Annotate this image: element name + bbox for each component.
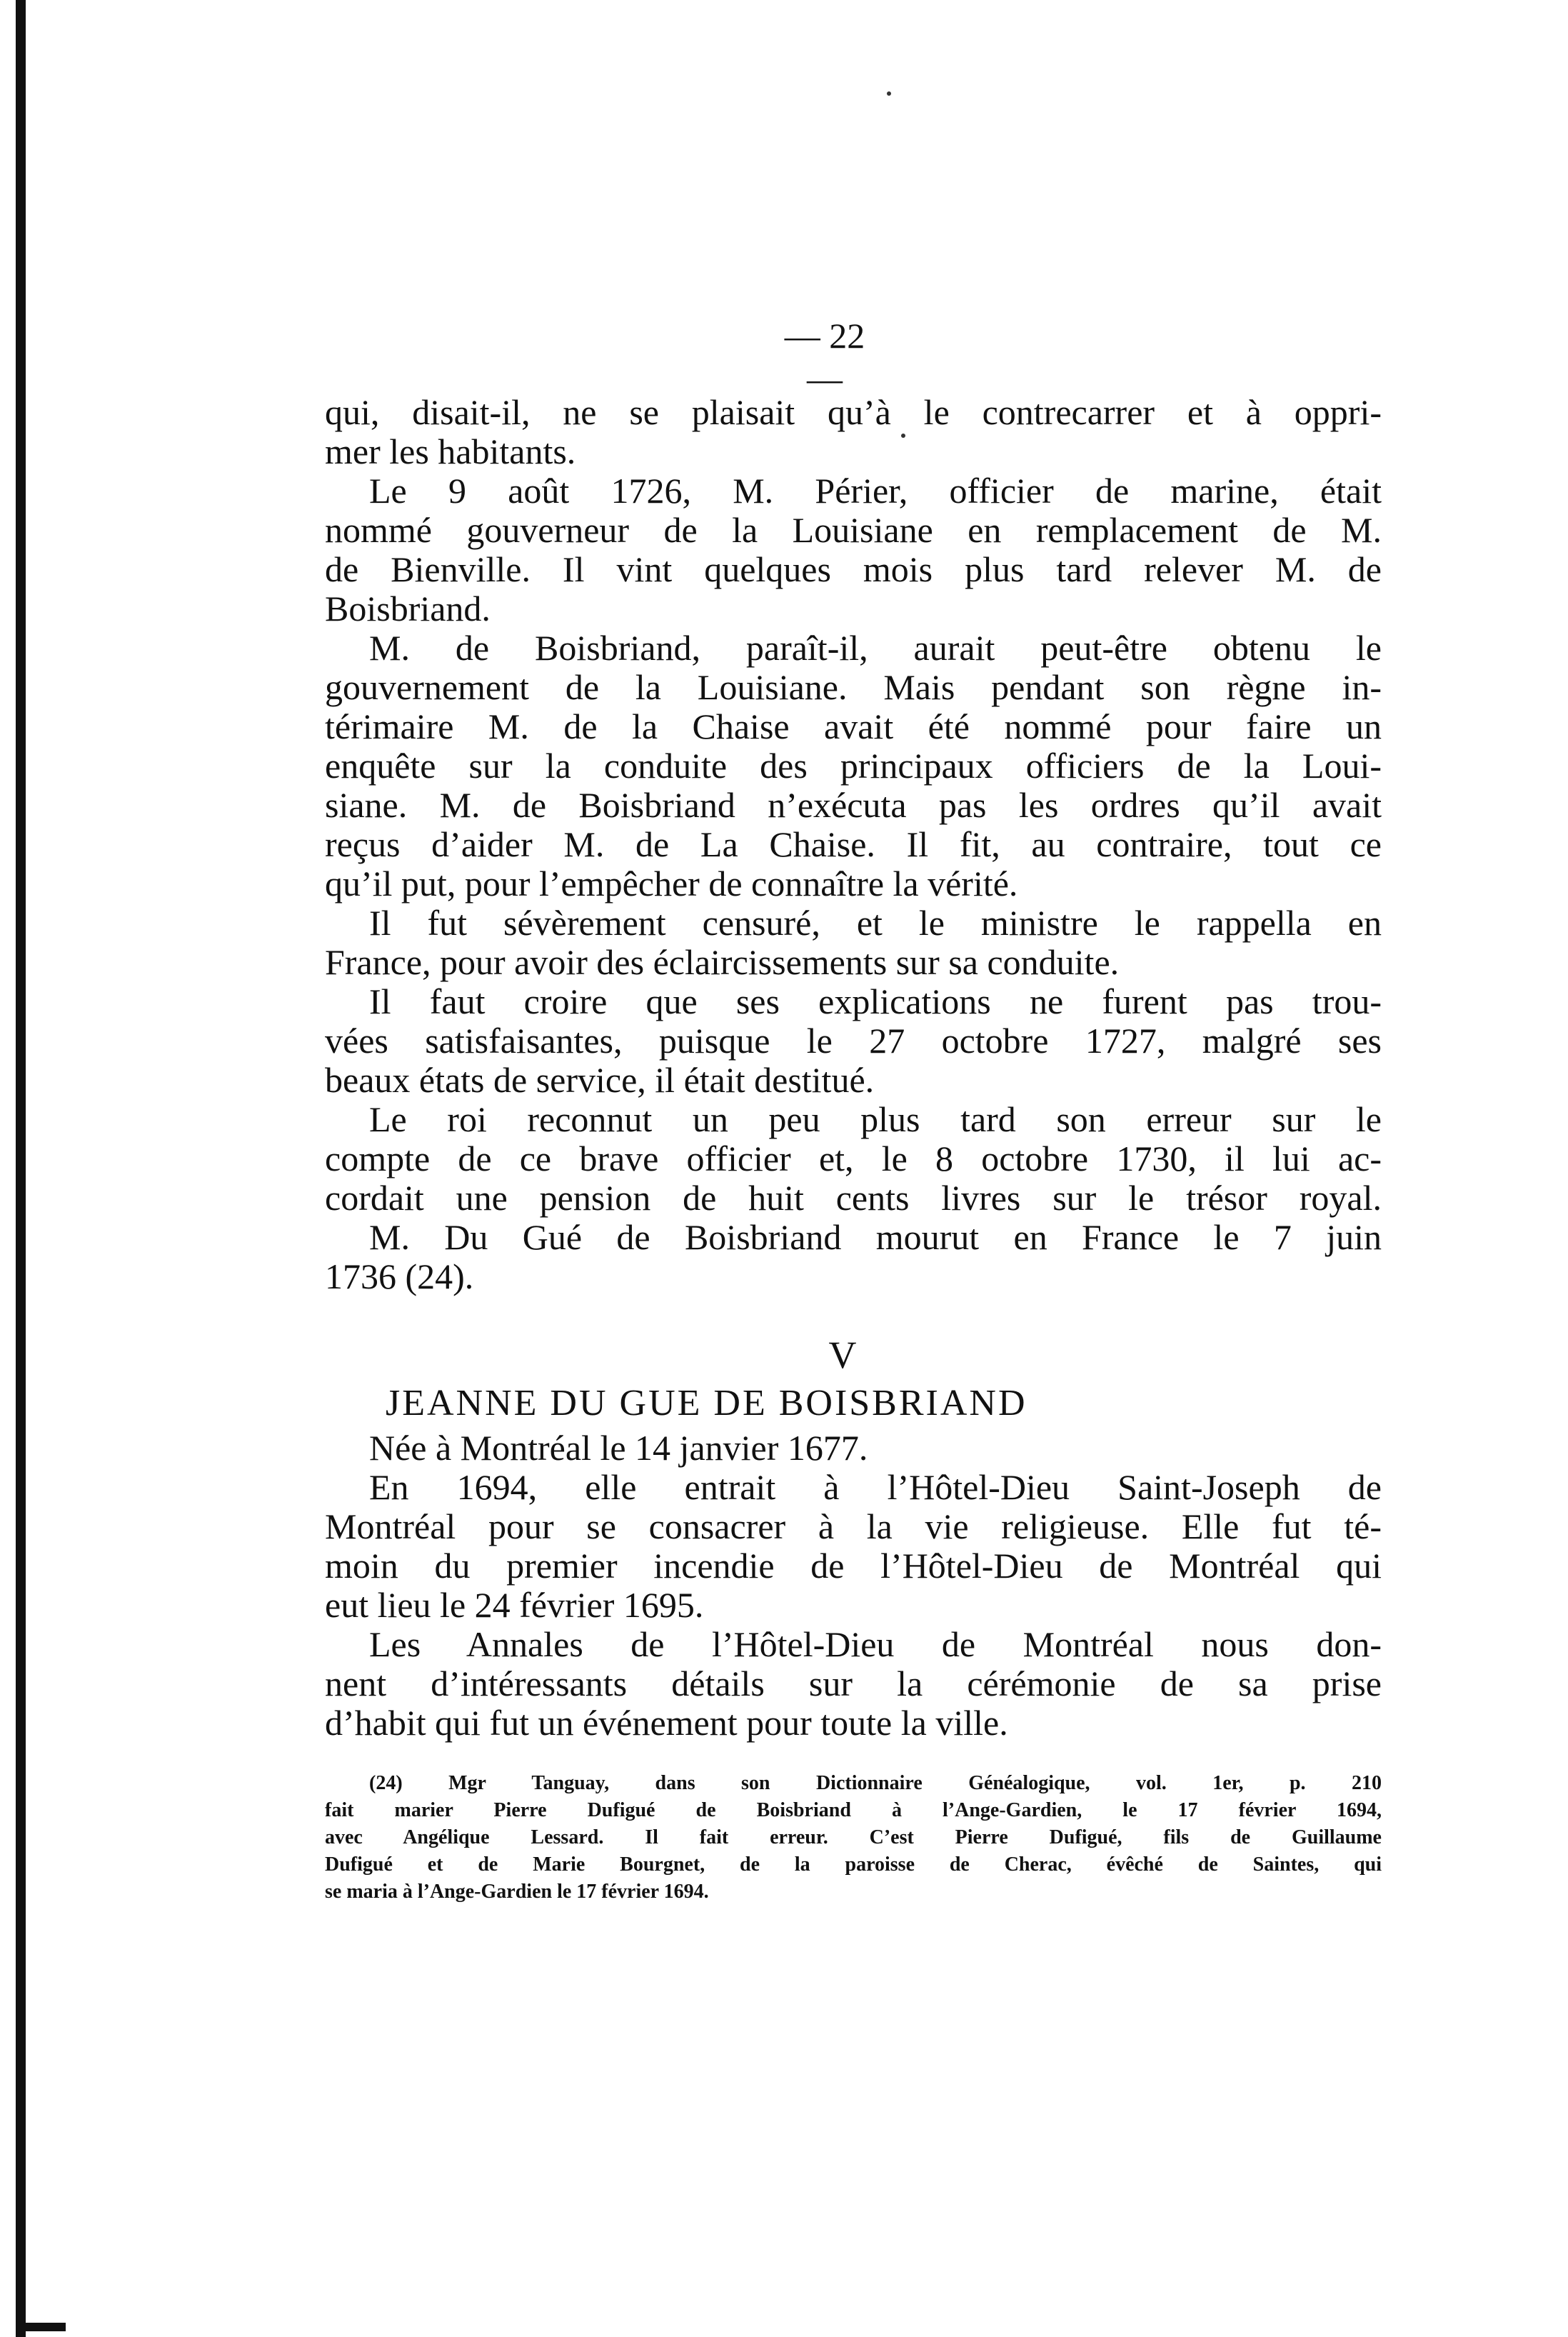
text-line: Boisbriand.: [325, 589, 491, 629]
footnote-line: Dufigué et de Marie Bourgnet, de la paroisse de Cherac, évêché de Saintes, qui: [325, 1853, 1382, 1876]
text-line: Le 9 août 1726, M. Périer, officier de marine, était: [369, 471, 1382, 511]
text-line: M. Du Gué de Boisbriand mourut en France le 7 juin: [369, 1217, 1382, 1257]
text-line: enquête sur la conduite des principaux officiers de la Loui-: [325, 746, 1382, 786]
page-margin-rule: [16, 0, 26, 2337]
text-line: Il faut croire que ses explications ne furent pas trou-: [369, 981, 1382, 1021]
text-line: Née à Montréal le 14 janvier 1677.: [369, 1428, 868, 1468]
footnotes-block: [325, 1770, 1382, 1906]
text-line: qui, disait-il, ne se plaisait qu’à le contrecarrer et à oppri-: [325, 392, 1382, 432]
footnote-line: fait marier Pierre Dufigué de Boisbriand à l’Ange-Gardien, le 17 février 1694,: [325, 1799, 1382, 1821]
text-line: cordait une pension de huit cents livres sur le trésor royal.: [325, 1178, 1382, 1218]
text-line: moin du premier incendie de l’Hôtel-Dieu de Montréal qui: [325, 1546, 1382, 1586]
section-text-block: [325, 1428, 1382, 1743]
text-line: 1736 (24).: [325, 1256, 474, 1296]
main-text-block: [325, 393, 1382, 1296]
text-line: eut lieu le 24 février 1695.: [325, 1585, 704, 1625]
text-line: nent d’intéressants détails sur la cérémonie de sa prise: [325, 1663, 1382, 1703]
text-line: Le roi reconnut un peu plus tard son erreur sur le: [369, 1099, 1382, 1139]
text-line: mer les habitants.: [325, 431, 576, 471]
text-line: En 1694, elle entrait à l’Hôtel-Dieu Saint-Joseph de: [369, 1467, 1382, 1507]
section-number: V: [828, 1333, 857, 1376]
text-line: vées satisfaisantes, puisque le 27 octobre 1727, malgré ses: [325, 1021, 1382, 1061]
footnote-line: avec Angélique Lessard. Il fait erreur. C’est Pierre Dufigué, fils de Guillaume: [325, 1826, 1382, 1848]
text-line: siane. M. de Boisbriand n’exécuta pas les ordres qu’il avait: [325, 785, 1382, 825]
text-line: France, pour avoir des éclaircissements sur sa conduite.: [325, 942, 1120, 982]
footnote-line: se maria à l’Ange-Gardien le 17 février 1694.: [325, 1881, 709, 1903]
text-line: Montréal pour se consacrer à la vie religieuse. Elle fut té-: [325, 1506, 1382, 1546]
speck: [887, 91, 891, 96]
page-margin-rule-foot: [16, 2323, 66, 2331]
text-line: beaux états de service, il était destitué.: [325, 1060, 875, 1100]
text-line: nommé gouverneur de la Louisiane en remplacement de M.: [325, 510, 1382, 550]
footnote-line: (24) Mgr Tanguay, dans son Dictionnaire Généalogique, vol. 1er, p. 210: [369, 1772, 1382, 1794]
text-line: reçus d’aider M. de La Chaise. Il fit, au contraire, tout ce: [325, 824, 1382, 864]
text-line: d’habit qui fut un événement pour toute la ville.: [325, 1703, 1008, 1743]
text-line: M. de Boisbriand, paraît-il, aurait peut-être obtenu le: [369, 628, 1382, 668]
text-line: de Bienville. Il vint quelques mois plus tard relever M. de: [325, 549, 1382, 589]
page-number: — 22 —: [784, 316, 865, 399]
text-line: térimaire M. de la Chaise avait été nommé pour faire un: [325, 706, 1382, 746]
text-line: compte de ce brave officier et, le 8 octobre 1730, il lui ac-: [325, 1139, 1382, 1178]
text-line: gouvernement de la Louisiane. Mais pendant son règne in-: [325, 667, 1382, 707]
text-line: qu’il put, pour l’empêcher de connaître la vérité.: [325, 864, 1018, 904]
section-title: JEANNE DU GUE DE BOISBRIAND: [386, 1383, 1027, 1423]
text-line: Il fut sévèrement censuré, et le ministre le rappella en: [369, 903, 1382, 943]
text-line: Les Annales de l’Hôtel-Dieu de Montréal nous don-: [369, 1624, 1382, 1664]
